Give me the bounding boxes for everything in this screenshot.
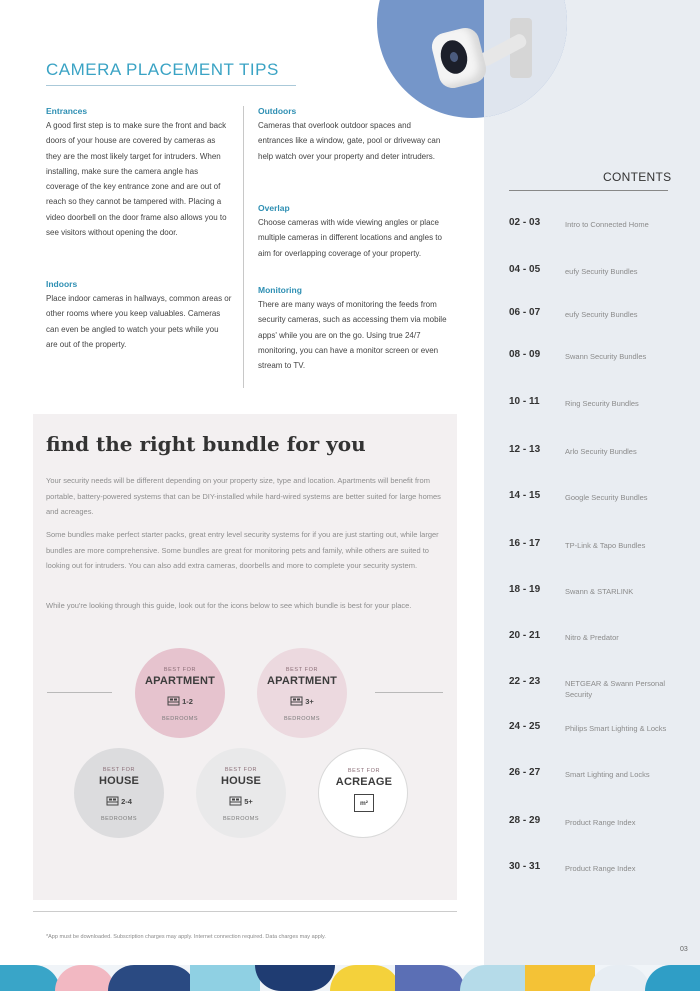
toc-pages: 12 - 13 bbox=[509, 444, 541, 455]
toc-pages: 30 - 31 bbox=[509, 861, 541, 872]
toc-label: Product Range Index bbox=[565, 864, 636, 873]
badge-unit: BEDROOMS bbox=[283, 716, 321, 722]
bundle-paragraph: While you're looking through this guide, look out for the icons below to see which bundle is best for your place. bbox=[46, 601, 412, 610]
toc-label: eufy Security Bundles bbox=[565, 310, 638, 319]
badge-type: HOUSE bbox=[98, 775, 140, 787]
toc-label: Smart Lighting and Locks bbox=[565, 770, 650, 779]
area-icon bbox=[354, 794, 374, 812]
toc-label: Swann & STARLINK bbox=[565, 587, 634, 596]
badge-count: 1-2 bbox=[182, 696, 193, 706]
footnote: *App must be downloaded. Subscription charges may apply. Internet connection required. Data charges may apply. bbox=[46, 934, 326, 940]
toc-pages: 08 - 09 bbox=[509, 349, 541, 360]
toc-label: Intro to Connected Home bbox=[565, 220, 649, 229]
bed-icon bbox=[229, 796, 242, 807]
badge-unit: BEDROOMS bbox=[222, 816, 260, 822]
toc-pages: 22 - 23 bbox=[509, 676, 541, 687]
badge-apartment-1-2 bbox=[135, 648, 225, 738]
toc-pages: 20 - 21 bbox=[509, 630, 541, 641]
tip-entrances bbox=[46, 106, 232, 240]
tip-overlap bbox=[258, 203, 448, 261]
badge-type: ACREAGE bbox=[335, 776, 393, 788]
tip-heading: Monitoring bbox=[258, 285, 302, 295]
toc-label: TP-Link & Tapo Bundles bbox=[565, 541, 646, 550]
tip-heading: Entrances bbox=[46, 106, 88, 116]
toc-label: Product Range Index bbox=[565, 818, 636, 827]
toc-pages: 24 - 25 bbox=[509, 721, 541, 732]
bundle-heading: find the right bundle for you bbox=[46, 432, 366, 456]
tip-heading: Outdoors bbox=[258, 106, 297, 116]
toc-label: Ring Security Bundles bbox=[565, 399, 639, 408]
badge-best-for: BEST FOR bbox=[102, 767, 136, 773]
tip-monitoring bbox=[258, 285, 448, 373]
toc-pages: 28 - 29 bbox=[509, 815, 541, 826]
toc-label: Swann Security Bundles bbox=[565, 352, 647, 361]
tip-body: Place indoor cameras in hallways, common areas or other rooms where you keep valuables. Cameras can even be angled to watch your pets while you are out of the property. bbox=[46, 294, 232, 349]
bed-icon bbox=[106, 796, 119, 807]
badge-unit: BEDROOMS bbox=[161, 716, 199, 722]
toc-label: Philips Smart Lighting & Locks bbox=[565, 724, 667, 733]
bundle-paragraph: Your security needs will be different depending on your property size, type and location. Apartments will benefit from portable, battery-powered systems that can be DIY-installed while hard-wired systems are better suited for large homes and acreages. bbox=[46, 476, 441, 516]
tip-indoors bbox=[46, 279, 232, 352]
toc-pages: 02 - 03 bbox=[509, 217, 541, 228]
badge-house-5plus bbox=[196, 748, 286, 838]
decorative-stripe bbox=[0, 965, 700, 991]
divider-right bbox=[375, 692, 443, 693]
tip-body: There are many ways of monitoring the feeds from security cameras, such as accessing them via mobile apps' while you are on the go. Using true 24/7 monitoring, you can have a monitor screen or even stream to TV. bbox=[258, 300, 447, 371]
tip-heading: Indoors bbox=[46, 279, 78, 289]
toc-label: NETGEAR & Swann Personal Security bbox=[565, 679, 666, 699]
bundle-paragraph: Some bundles make perfect starter packs, great entry level security systems for if you are just starting out, while larger bundles are more comprehensive. Some bundles are great for monitoring pets and family, while others are suited to looking out for intruders. You can also add extra cameras, doorbells and more to complete your security system. bbox=[46, 530, 439, 570]
contents-divider bbox=[509, 190, 668, 191]
tip-outdoors bbox=[258, 106, 448, 164]
badge-count: 5+ bbox=[244, 796, 253, 806]
badge-best-for: BEST FOR bbox=[285, 667, 319, 673]
toc-pages: 26 - 27 bbox=[509, 767, 541, 778]
toc-pages: 04 - 05 bbox=[509, 264, 541, 275]
footer-divider bbox=[33, 911, 457, 912]
column-divider bbox=[243, 106, 244, 388]
tip-heading: Overlap bbox=[258, 203, 290, 213]
contents-title: CONTENTS bbox=[603, 170, 672, 184]
badge-best-for: BEST FOR bbox=[163, 667, 197, 673]
toc-pages: 16 - 17 bbox=[509, 538, 541, 549]
toc-label: eufy Security Bundles bbox=[565, 267, 638, 276]
badge-house-2-4 bbox=[74, 748, 164, 838]
divider-left bbox=[47, 692, 112, 693]
toc-pages: 06 - 07 bbox=[509, 307, 541, 318]
area-unit: m² bbox=[360, 799, 368, 807]
tip-body: Cameras that overlook outdoor spaces and entrances like a window, gate, pool or driveway can help watch over your property and deter intruders. bbox=[258, 121, 441, 161]
badge-type: APARTMENT bbox=[144, 675, 216, 687]
page-title: CAMERA PLACEMENT TIPS bbox=[46, 60, 279, 79]
badge-unit: BEDROOMS bbox=[100, 816, 138, 822]
toc-label: Arlo Security Bundles bbox=[565, 447, 637, 456]
title-underline bbox=[46, 85, 296, 86]
badge-apartment-3plus bbox=[257, 648, 347, 738]
badge-type: APARTMENT bbox=[266, 675, 338, 687]
toc-pages: 18 - 19 bbox=[509, 584, 541, 595]
toc-pages: 14 - 15 bbox=[509, 490, 541, 501]
badge-count: 3+ bbox=[305, 696, 314, 706]
badge-best-for: BEST FOR bbox=[347, 768, 381, 774]
badge-best-for: BEST FOR bbox=[224, 767, 258, 773]
bed-icon bbox=[290, 696, 303, 707]
toc-label: Nitro & Predator bbox=[565, 633, 619, 642]
tip-body: Choose cameras with wide viewing angles or place multiple cameras in different locations and angles to aim for overlapping coverage of your property. bbox=[258, 218, 442, 258]
tip-body: A good first step is to make sure the front and back doors of your house are covered by cameras as they are the most likely target for intruders. When installing, make sure the camera angle has coverage of the key entrance zone and are out of reach so they cannot be tampered with. Placing a video doorbell on the door frame also allows you to see visitors without opening the door. bbox=[46, 121, 227, 238]
toc-pages: 10 - 11 bbox=[509, 396, 540, 407]
toc-label: Google Security Bundles bbox=[565, 493, 648, 502]
bed-icon bbox=[167, 696, 180, 707]
badge-acreage bbox=[318, 748, 408, 838]
badge-type: HOUSE bbox=[220, 775, 262, 787]
badge-count: 2-4 bbox=[121, 796, 132, 806]
page-number: 03 bbox=[680, 946, 688, 953]
